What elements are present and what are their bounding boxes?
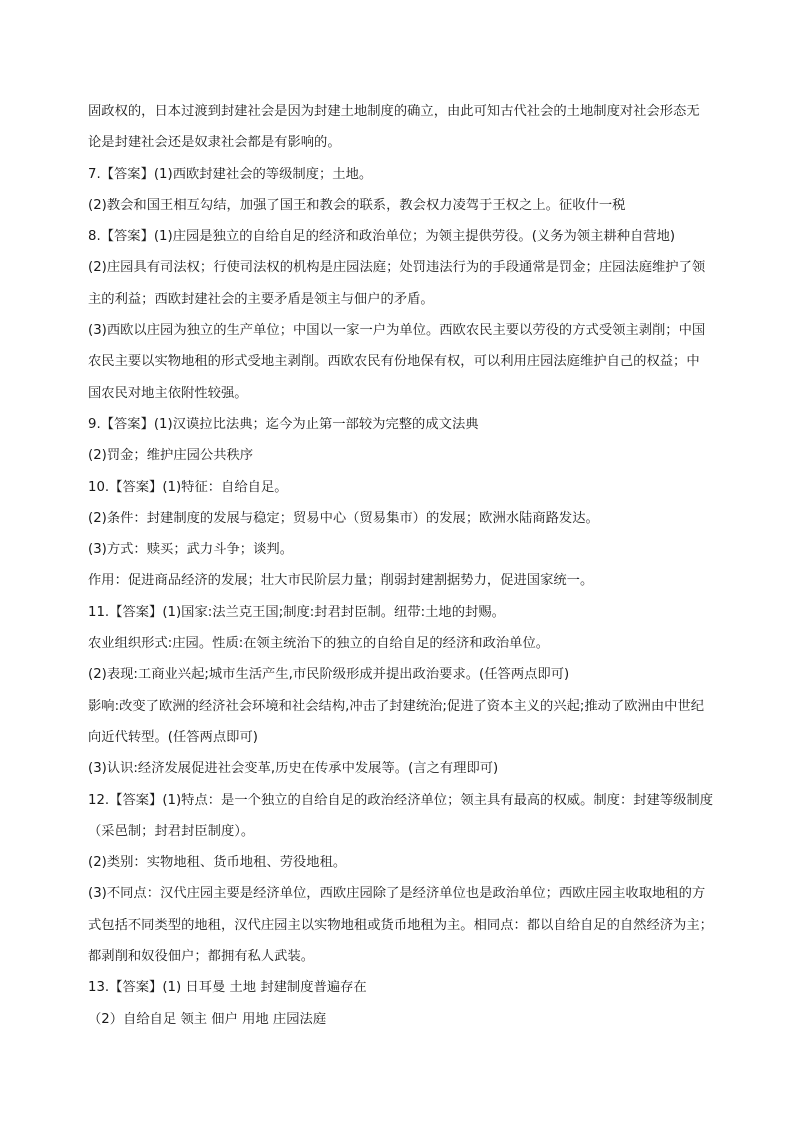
text-line: (2)类别：实物地租、货币地租、劳役地租。 bbox=[88, 855, 347, 871]
document-body bbox=[88, 96, 714, 1035]
text-line: 固政权的，日本过渡到封建社会是因为封建土地制度的确立，由此可知古代社会的土地制度对社会形态无 bbox=[88, 104, 700, 119]
text-line: 影响:改变了欧洲的经济社会环境和社会结构,冲击了封建统治;促进了资本主义的兴起;推动了欧洲由中世纪 bbox=[88, 698, 705, 714]
text-line: 13.【答案】(1) 日耳曼 土地 封建制度普遍存在 bbox=[88, 980, 367, 996]
text-line: 12.【答案】(1)特点：是一个独立的自给自足的政治经济单位；领主具有最高的权威。制度：封建等级制度 bbox=[88, 792, 714, 808]
text-line: 国农民对地主依附性较强。 bbox=[88, 385, 248, 401]
text-line: (2)庄园具有司法权；行使司法权的机构是庄园法庭；处罚违法行为的手段通常是罚金；庄园法庭维护了领 bbox=[88, 260, 706, 276]
text-line: 都剥削和奴役佃户；都拥有私人武装。 bbox=[88, 949, 315, 965]
text-line: 农民主要以实物地租的形式受地主剥削。西欧农民有份地保有权，可以利用庄园法庭维护自己的权益；中 bbox=[88, 354, 700, 370]
text-line: 作用：促进商品经济的发展；壮大市民阶层力量；削弱封建割据势力，促进国家统一。 bbox=[88, 573, 594, 589]
text-line: (2)教会和国王相互勾结，加强了国王和教会的联系，教会权力凌驾于王权之上。征收什一税 bbox=[88, 197, 626, 213]
text-line: (2)条件：封建制度的发展与稳定；贸易中心（贸易集市）的发展；欧洲水陆商路发达。 bbox=[88, 510, 599, 526]
text-line: 向近代转型。(任答两点即可) bbox=[88, 729, 258, 745]
text-line: (3)方式：赎买；武力斗争；谈判。 bbox=[88, 542, 293, 558]
text-line: 9.【答案】(1)汉谟拉比法典；迄今为止第一部较为完整的成文法典 bbox=[88, 416, 479, 432]
text-line: 10.【答案】(1)特征：自给自足。 bbox=[88, 479, 288, 495]
text-line: 8.【答案】(1)庄园是独立的自给自足的经济和政治单位；为领主提供劳役。(义务为领主耕种自营地) bbox=[88, 229, 676, 245]
text-line: (3)认识:经济发展促进社会变革,历史在传承中发展等。(言之有理即可) bbox=[88, 761, 499, 777]
text-line: 农业组织形式:庄园。性质:在领主统治下的独立的自给自足的经济和政治单位。 bbox=[88, 636, 550, 652]
text-line: 主的利益；西欧封建社会的主要矛盾是领主与佃户的矛盾。 bbox=[88, 291, 434, 307]
text-line: (3)不同点：汉代庄园主要是经济单位，西欧庄园除了是经济单位也是政治单位；西欧庄园主收取地租的方 bbox=[88, 886, 706, 902]
text-line: 论是封建社会还是奴隶社会都是有影响的。 bbox=[88, 135, 341, 151]
text-line: (3)西欧以庄园为独立的生产单位；中国以一家一户为单位。西欧农民主要以劳役的方式受领主剥削；中国 bbox=[88, 323, 706, 339]
text-line: (2)罚金；维护庄园公共秩序 bbox=[88, 448, 254, 464]
text-line: (2)表现:工商业兴起;城市生活产生,市民阶级形成并提出政治要求。(任答两点即可) bbox=[88, 667, 570, 683]
text-line: （2）自给自足 领主 佃户 用地 庄园法庭 bbox=[88, 1011, 327, 1027]
text-line: 7.【答案】(1)西欧封建社会的等级制度；土地。 bbox=[88, 166, 373, 182]
text-line: （采邑制；封君封臣制度）。 bbox=[88, 823, 255, 839]
text-line: 11.【答案】(1)国家:法兰克王国;制度:封君封臣制。纽带:土地的封赐。 bbox=[88, 604, 505, 620]
text-line: 式包括不同类型的地租，汉代庄园主以实物地租或货币地租为主。相同点：都以自给自足的自然经济为主； bbox=[88, 917, 713, 933]
